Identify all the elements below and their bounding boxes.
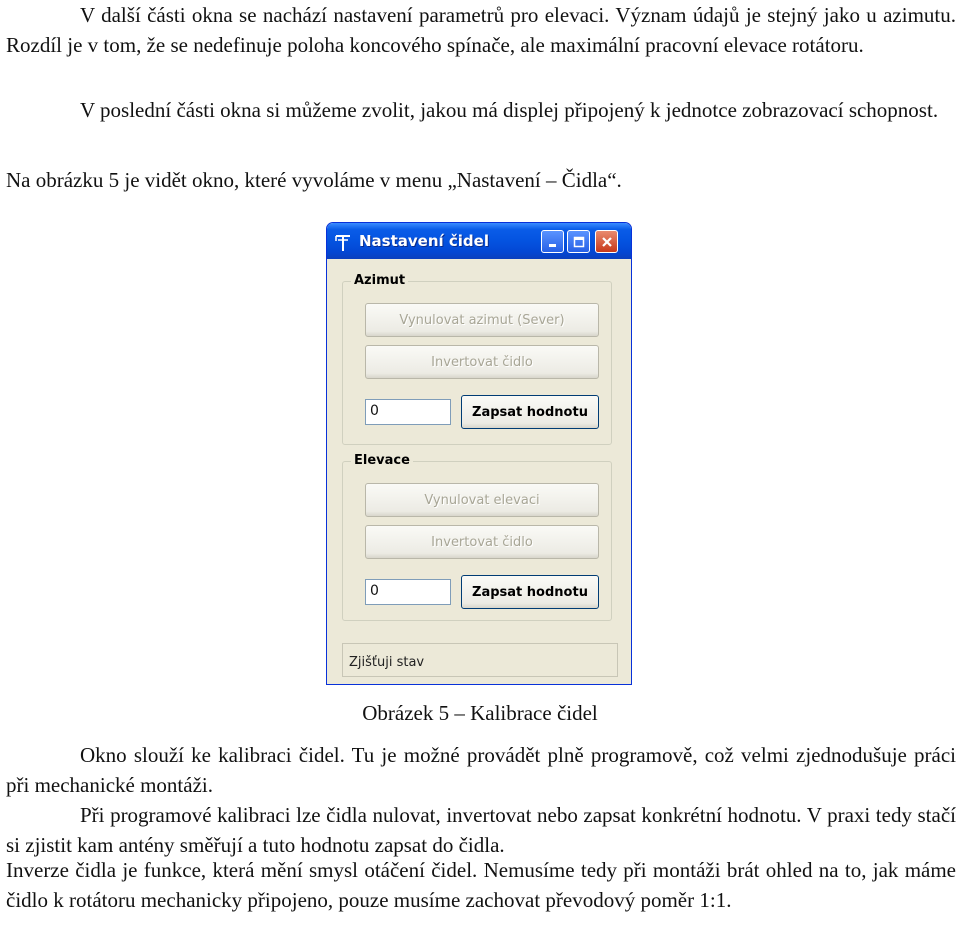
azimut-group <box>342 273 612 445</box>
paragraph-elevation-settings: V další části okna se nachází nastavení parametrů pro elevaci. Význam údajů je stejný jako u azimutu. Rozdíl je v tom, že se nedefinuje poloha koncového spínače, ale maximální pracovní elevace rotátoru. <box>6 3 956 57</box>
paragraph-programmatic-calibration: Při programové kalibraci lze čidla nulovat, invertovat nebo zapsat konkrétní hodnotu. V praxi tedy stačí si zjistit kam antény směřují a tuto hodnotu zapsat do čidla. <box>6 803 956 857</box>
antenna-icon <box>333 232 353 252</box>
status-bar: Zjišťuji stav <box>342 643 618 677</box>
reset-azimut-button[interactable]: Vynulovat azimut (Sever) <box>365 303 599 337</box>
window-title: Nastavení čidel <box>359 232 489 250</box>
reset-elevace-button[interactable]: Vynulovat elevaci <box>365 483 599 517</box>
invert-azimut-sensor-button[interactable]: Invertovat čidlo <box>365 345 599 379</box>
paragraph-figure-intro: Na obrázku 5 je vidět okno, které vyvoláme v menu „Nastavení – Čidla“. <box>6 168 622 192</box>
invert-elevace-sensor-button[interactable]: Invertovat čidlo <box>365 525 599 559</box>
sensor-settings-window <box>326 222 632 685</box>
window-client-area <box>330 259 628 681</box>
figure-caption: Obrázek 5 – Kalibrace čidel <box>362 701 598 725</box>
azimut-group-label: Azimut <box>351 273 408 288</box>
elevace-group <box>342 453 612 621</box>
minimize-button[interactable] <box>541 230 564 253</box>
minimize-icon <box>547 236 559 248</box>
close-icon <box>601 236 613 248</box>
write-elevace-value-button[interactable]: Zapsat hodnotu <box>461 575 599 609</box>
paragraph-calibration: Okno slouží ke kalibraci čidel. Tu je možné provádět plně programově, což velmi zjednodušuje práci při mechanické montáži. <box>6 743 956 797</box>
close-button[interactable] <box>595 230 618 253</box>
maximize-icon <box>573 236 585 248</box>
window-titlebar[interactable] <box>327 223 631 259</box>
elevace-group-label: Elevace <box>351 453 413 468</box>
paragraph-display-settings: V poslední části okna si můžeme zvolit, jakou má displej připojený k jednotce zobrazovací schopnost. <box>80 98 939 122</box>
azimut-value-input[interactable]: 0 <box>365 399 451 425</box>
write-azimut-value-button[interactable]: Zapsat hodnotu <box>461 395 599 429</box>
paragraph-inversion: Inverze čidla je funkce, která mění smysl otáčení čidel. Nemusíme tedy při montáži brát ohled na to, jak máme čidlo k rotátoru mechanicky připojeno, pouze musíme zachovat převodový poměr 1:1. <box>6 858 956 912</box>
elevace-value-input[interactable]: 0 <box>365 579 451 605</box>
maximize-button[interactable] <box>567 230 590 253</box>
